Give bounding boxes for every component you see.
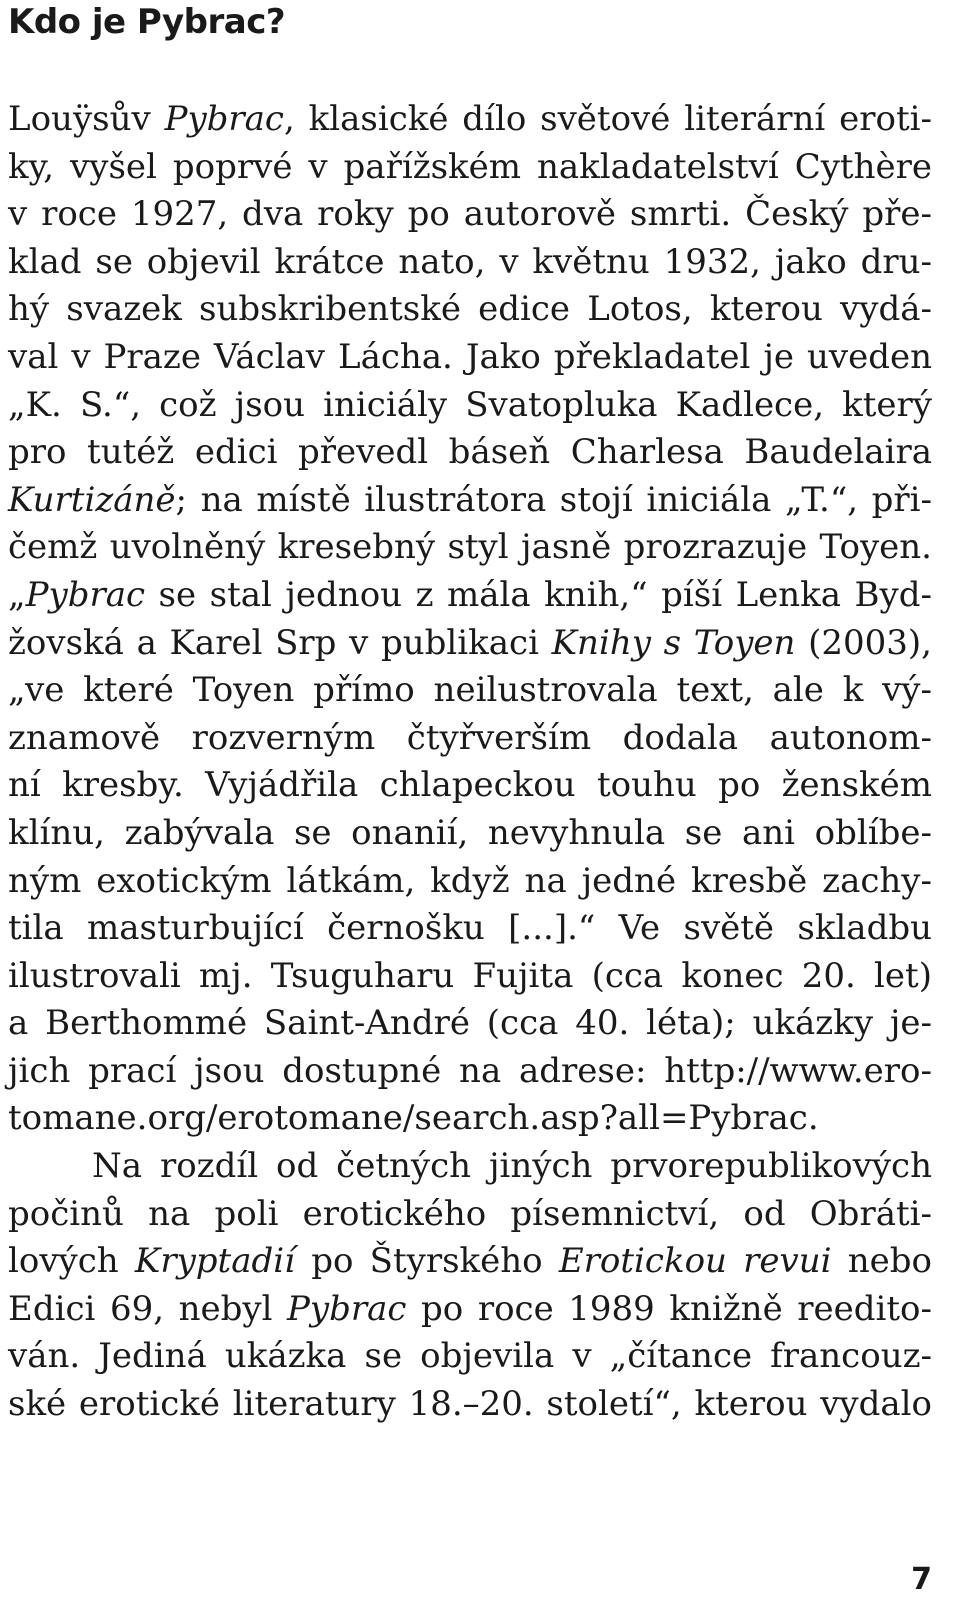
text-line — [8, 1238, 932, 1286]
italic-text: Pybrac — [25, 574, 146, 615]
text-line — [8, 572, 932, 620]
text-segment: „K. S.“, což jsou iniciály Svatopluka Kadlece, který — [8, 384, 932, 425]
text-line — [8, 1048, 932, 1096]
text-line — [8, 667, 932, 715]
text-line — [8, 524, 932, 572]
body-text — [8, 96, 932, 1429]
text-segment: ; na místě ilustrátora stojí iniciála „T.“, při- — [175, 479, 932, 520]
text-line — [8, 144, 932, 192]
text-segment: po Štyrského — [295, 1241, 559, 1282]
text-segment: pro tutéž edici převedl báseň Charlesa Baudelaira — [8, 432, 932, 473]
text-segment: Edici 69, nebyl — [8, 1288, 288, 1329]
italic-text: Knihy s Toyen — [551, 622, 796, 663]
text-segment: v roce 1927, dva roky po autorově smrti. Český pře- — [8, 194, 932, 235]
text-segment: ní kresby. Vyjádřila chlapeckou touhu po ženském — [8, 765, 932, 806]
text-line — [8, 810, 932, 858]
text-line — [8, 382, 932, 430]
text-segment: ván. Jediná ukázka se objevila v „čítance francouz- — [8, 1336, 932, 1377]
italic-text: Pybrac — [287, 1288, 407, 1329]
text-line — [8, 96, 932, 144]
text-line — [8, 762, 932, 810]
text-segment: (2003), — [795, 622, 932, 663]
text-segment: ky, vyšel poprvé v pařížském nakladatelství Cythère — [8, 146, 932, 187]
italic-text: Kryptadií — [134, 1241, 295, 1282]
text-segment: žovská a Karel Srp v publikaci — [8, 622, 552, 663]
text-line — [8, 1191, 932, 1239]
text-segment: nebo — [831, 1241, 932, 1282]
text-segment: Na rozdíl od četných jiných prvorepublikových — [92, 1146, 932, 1187]
text-line — [8, 953, 932, 1001]
text-line — [8, 1143, 932, 1191]
text-segment: klínu, zabývala se onanií, nevyhnula se ani oblíbe- — [8, 812, 932, 853]
text-line — [8, 334, 932, 382]
text-line — [8, 286, 932, 334]
text-line — [8, 239, 932, 287]
text-segment: „ — [8, 574, 26, 615]
text-segment: klad se objevil krátce nato, v květnu 1932, jako dru- — [8, 241, 932, 282]
document-page — [8, 0, 932, 1610]
italic-text: Erotickou revui — [558, 1241, 832, 1282]
text-line — [8, 1000, 932, 1048]
text-line — [8, 191, 932, 239]
italic-text: Kurtizáně — [8, 479, 176, 520]
page-number: 7 — [911, 1562, 932, 1597]
text-line — [8, 1286, 932, 1334]
text-line — [8, 905, 932, 953]
text-segment: lových — [8, 1241, 135, 1282]
text-segment: čemž uvolněný kresebný styl jasně prozrazuje Toyen. — [8, 527, 932, 568]
italic-text: Pybrac — [164, 99, 284, 139]
text-segment: „ve které Toyen přímo neilustrovala text, ale k vý- — [8, 670, 932, 711]
text-segment: hý svazek subskribentské edice Lotos, kterou vydá- — [8, 289, 932, 330]
text-line — [8, 1333, 932, 1381]
text-segment: ské erotické literatury 18.–20. století“, kterou vydalo — [8, 1384, 932, 1425]
text-line — [8, 477, 932, 525]
text-segment: po roce 1989 knižně reedito- — [406, 1288, 933, 1329]
text-segment: tomane.org/erotomane/search.asp?all=Pybrac. — [8, 1098, 819, 1139]
text-segment: a Berthommé Saint-André (cca 40. léta); ukázky je- — [8, 1003, 932, 1044]
text-line — [8, 429, 932, 477]
chapter-heading: Kdo je Pybrac? — [8, 2, 286, 42]
text-segment: počinů na poli erotického písemnictví, od Obráti- — [8, 1193, 932, 1234]
text-line — [8, 858, 932, 906]
text-line — [8, 715, 932, 763]
text-line — [8, 620, 932, 668]
text-segment: val v Praze Václav Lácha. Jako překladatel je uveden — [8, 336, 932, 377]
text-segment: jich prací jsou dostupné na adrese: http://www.ero- — [8, 1050, 932, 1091]
text-line — [8, 1095, 932, 1143]
text-segment: ným exotickým látkám, když na jedné kresbě zachy- — [8, 860, 932, 901]
text-segment: Louÿsův — [8, 99, 165, 139]
text-segment: ilustrovali mj. Tsuguharu Fujita (cca konec 20. let) — [8, 955, 932, 996]
text-segment: se stal jednou z mála knih,“ píší Lenka Byd- — [145, 574, 932, 615]
text-segment: tila masturbující černošku [...].“ Ve světě skladbu — [8, 908, 932, 949]
text-line — [8, 1381, 932, 1429]
text-segment: , klasické dílo světové literární eroti- — [283, 99, 933, 139]
text-segment: znamově rozverným čtyřverším dodala autonom- — [8, 717, 932, 758]
